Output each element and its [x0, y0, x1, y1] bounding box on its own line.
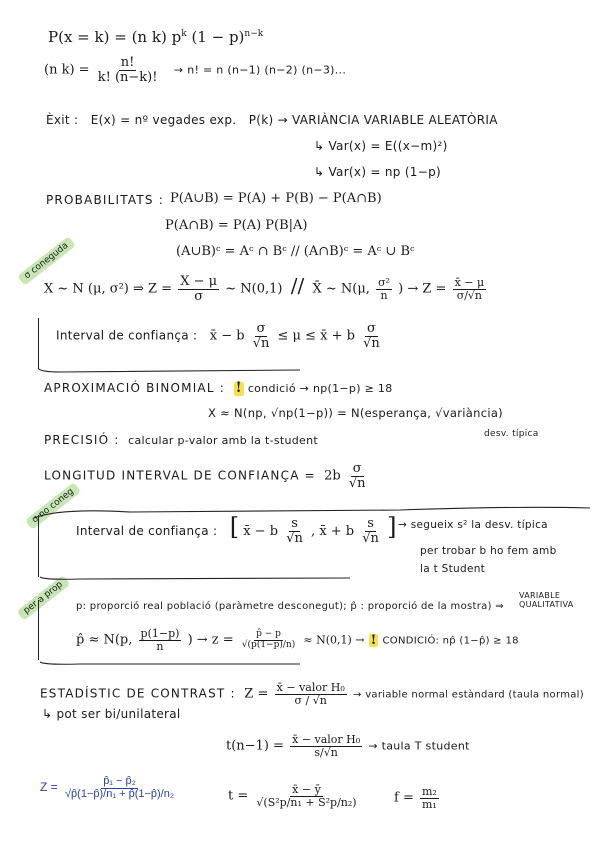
length-numerator: σ [352, 461, 362, 476]
fraction-denominator: k! (n−k)! [97, 69, 158, 85]
f-denominator: m₁ [421, 797, 437, 811]
blue-z-denominator: √p̂(1−p̂)/n₁ + p̂(1−p̂)/n₂ [65, 787, 175, 800]
test-statistic-label: ESTADÍSTIC DE CONTRAST : [40, 686, 236, 701]
f-numerator: m₂ [421, 785, 437, 798]
f-symbol: f = [394, 790, 414, 806]
t-denominator: s/√n [314, 745, 338, 759]
s-upper-numerator: s [367, 516, 374, 532]
interval2-label: Interval de confiança : [76, 524, 218, 538]
lower-numerator: σ [256, 321, 266, 336]
comma: , [311, 524, 316, 539]
approx-condition: condició → np(1−p) ≥ 18 [247, 382, 393, 395]
k-exponent: k [181, 29, 187, 39]
standard-normal: ~ N(0,1) [225, 281, 283, 297]
t-lhs: t(n−1) = [226, 738, 284, 754]
q-term: (1 − p) [191, 28, 245, 46]
separator: // [290, 273, 305, 298]
probabilities-label: PROBABILITATS : [46, 193, 164, 207]
lower-denominator: √n [252, 335, 270, 351]
formula-lhs: P(x = k) = [48, 28, 127, 46]
b-note-1: per trobar b ho fem amb [420, 545, 557, 557]
t2-numerator: x̄ − ȳ [292, 783, 321, 796]
mean-z-denominator: σ/√n [456, 288, 482, 302]
bi-unilateral-note: ↳ pot ser bi/unilateral [42, 707, 181, 721]
prop-variance-denominator: n [156, 639, 164, 653]
intersection-formula: P(A∩B) = P(A) P(B|A) [165, 218, 308, 233]
prop-standard-normal: ≈ N(0,1) → [303, 633, 365, 647]
variance-definition: ↳ Var(x) = E((x−m)²) [314, 139, 448, 153]
mean-z-numerator: x̄ − μ [454, 276, 485, 290]
normal-table-note: → variable normal estàndard (taula normal) [353, 689, 584, 701]
prop-z-denominator: √(p(1−p)/n) [241, 639, 296, 650]
exit-formula: E(x) = nº vegades exp. [90, 113, 237, 127]
t-table-note: → taula T student [368, 739, 470, 753]
factorial-expansion: → n! = n (n−1) (n−2) (n−3)... [173, 63, 347, 77]
upper-denominator: √n [363, 335, 380, 351]
warning-icon: ! [235, 380, 242, 396]
upper-numerator: σ [367, 321, 376, 336]
s-lower-numerator: s [291, 516, 298, 532]
precision-label: PRECISIÓ : [44, 433, 120, 447]
interval2-upper: x̄ + b [319, 524, 355, 539]
prop-arrow: ) → z = [187, 632, 234, 648]
s-note: → segueix s² la desv. típica [398, 519, 548, 531]
prop-variance-numerator: p(1−p) [140, 627, 180, 640]
t2-symbol: t = [228, 788, 249, 804]
length-denominator: √n [348, 475, 366, 491]
length-factor: 2b [324, 468, 341, 484]
binomial-coefficient: (n k) [131, 28, 167, 46]
s-upper-denominator: √n [362, 531, 379, 546]
interval-lower: x̄ − b [209, 328, 245, 344]
length-label: LONGITUD INTERVAL DE CONFIANÇA = [44, 468, 316, 483]
variance-heading: P(k) → VARIÀNCIA VARIABLE ALEATÒRIA [248, 113, 498, 127]
warning-icon-2: ! [370, 632, 377, 648]
phat-distribution: p̂ ≈ N(p, [76, 632, 133, 648]
s-lower-denominator: √n [286, 531, 303, 546]
close-bracket: ] [387, 513, 397, 541]
normal-lhs: X ~ N (μ, σ²) ⇒ Z = [44, 281, 173, 297]
interval-label: Interval de confiança : [56, 328, 198, 343]
b-note-2: la t Student [420, 563, 486, 575]
mean-distribution: X̄ ~ N(μ, [312, 281, 370, 297]
de-morgan-formula: (A∪B)ᶜ = Aᶜ ∩ Bᶜ // (A∩B)ᶜ = Aᶜ ∪ Bᶜ [176, 244, 415, 259]
variance-denominator: n [380, 288, 388, 302]
blue-z-numerator: p̂₁ − p̂₂ [103, 775, 136, 787]
approx-formula: X ≈ N(np, √np(1−p)) = N(esperança, √variància) [208, 406, 503, 420]
arrow-z: ) → Z = [398, 281, 447, 297]
equals-sign: = [78, 62, 90, 78]
qualitative-note: VARIABLE QUALITATIVA [519, 591, 574, 609]
interval2-lower: x̄ − b [243, 524, 279, 539]
z-numerator: X − μ [180, 274, 218, 289]
open-bracket: [ [229, 513, 240, 541]
tag-sigma-known: σ coneguda [17, 236, 76, 285]
tag-sigma-unknown: σ no coneg [25, 482, 81, 530]
z-denominator: σ [194, 288, 204, 304]
variance-numerator: σ² [378, 276, 390, 290]
precision-text: calcular p-valor amb la t-student [128, 434, 318, 447]
std-dev-note: desv. típica [484, 429, 539, 439]
p-term: p [171, 28, 182, 46]
union-formula: P(A∪B) = P(A) + P(B) − P(A∩B) [170, 191, 382, 206]
variance-binomial: ↳ Var(x) = np (1−p) [314, 165, 441, 179]
blue-z-symbol: Z = [40, 780, 58, 795]
fraction-numerator: n! [120, 55, 135, 70]
nk-exponent: n−k [244, 29, 264, 39]
approx-label: APROXIMACIÓ BINOMIAL : [44, 381, 225, 395]
exit-label: Èxit : [46, 113, 79, 127]
prop-z-numerator: p̂ − p [256, 629, 281, 640]
interval-middle: ≤ μ ≤ x̄ + b [277, 328, 355, 344]
tag-proportion: per a prop [17, 575, 71, 621]
binom-symbol: (n k) [44, 62, 75, 78]
test-z-numerator: x̄ − valor H₀ [276, 681, 345, 694]
z-symbol: Z = [244, 686, 269, 702]
t2-denominator: √(S²p/n₁ + S²p/n₂) [256, 795, 357, 809]
test-z-denominator: σ / √n [294, 693, 327, 707]
t-numerator: x̄ − valor H₀ [292, 733, 361, 746]
prop-condition: CONDICIÓ: np̂ (1−p̂) ≥ 18 [382, 635, 519, 647]
proportion-definition: p: proporció real població (paràmetre desconegut); p̂ : proporció de la mostra) ⇒ [76, 601, 504, 612]
